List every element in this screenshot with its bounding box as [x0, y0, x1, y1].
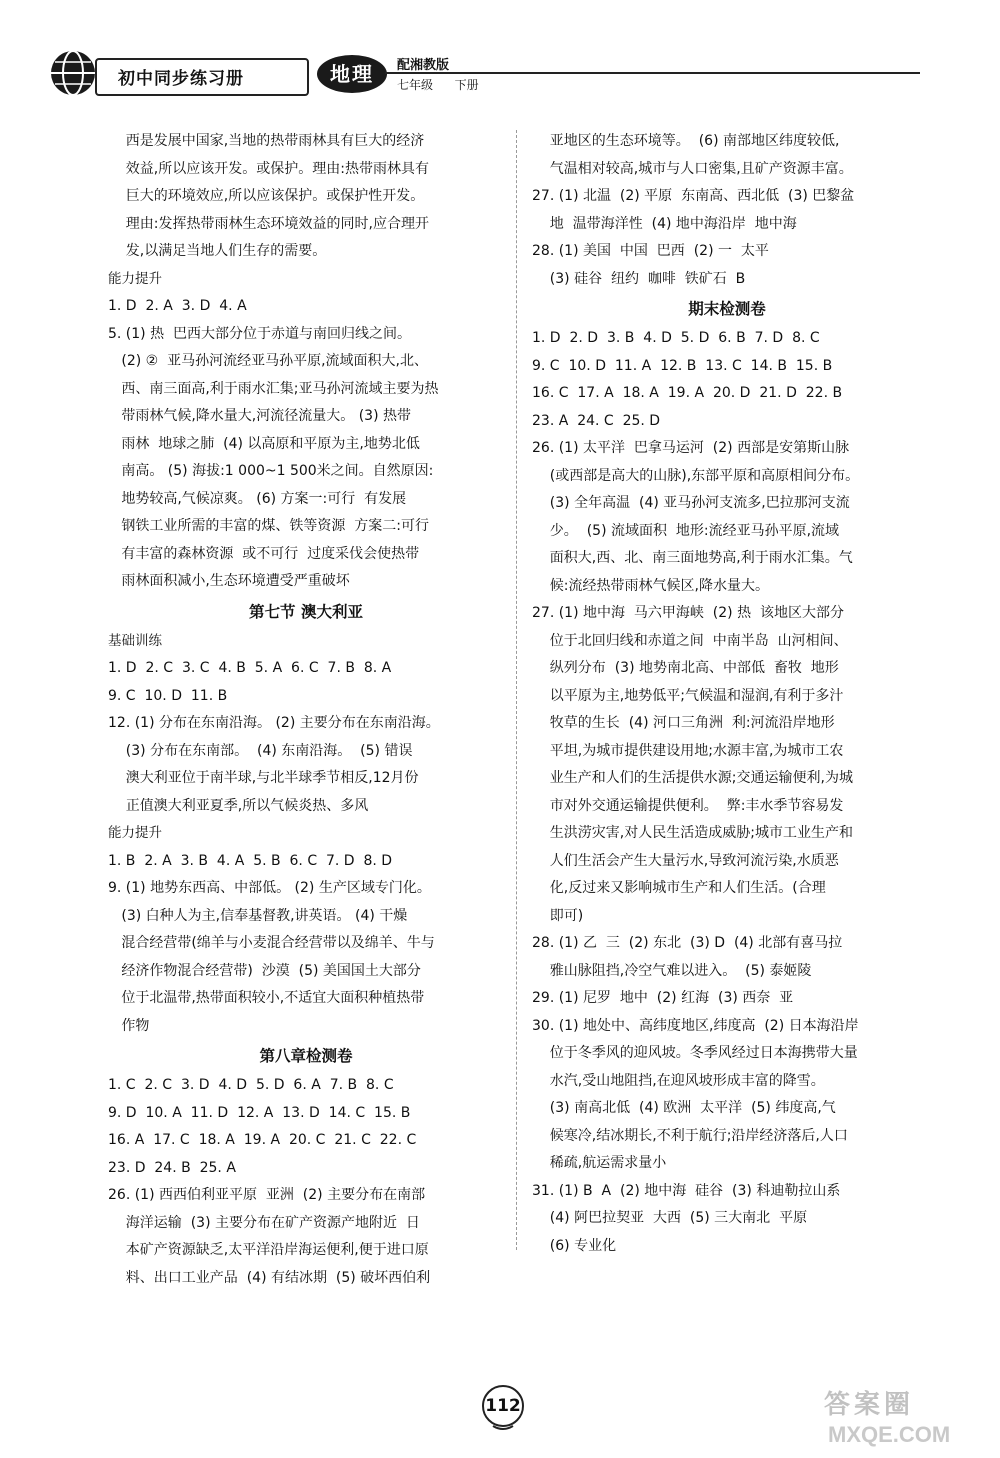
answer-line: 28. (1) 美国 中国 巴西 (2) 一 太平 — [532, 243, 769, 259]
answer-line: 化,反过来又影响城市生产和人们生活。(合理 — [532, 880, 826, 896]
grade-text: 七年级 — [397, 78, 434, 92]
answer-line: 1. B 2. A 3. B 4. A 5. B 6. C 7. D 8. D — [108, 852, 393, 869]
answer-line: 23. A 24. C 25. D — [532, 412, 661, 429]
answer-line: 26. (1) 西西伯利亚平原 亚洲 (2) 主要分布在南部 — [108, 1187, 426, 1203]
category-label: 能力提升 — [108, 825, 162, 841]
answer-line: 平坦,为城市提供建设用地;水源丰富,为城市工农 — [532, 742, 844, 759]
answer-line: 有丰富的森林资源 或不可行 过度采伐会使热带 — [108, 545, 420, 562]
answer-line: 位于北温带,热带面积较小,不适宜大面积种植热带 — [108, 990, 425, 1006]
answer-line: 气温相对较高,城市与人口密集,且矿产资源丰富。 — [532, 160, 853, 177]
answer-line: (4) 阿巴拉契亚 大西 (5) 三大南北 平原 — [532, 1210, 808, 1226]
answer-line: 市对外交通运输提供便利。 弊:丰水季节容易发 — [532, 797, 844, 814]
answer-line: 带雨林气候,降水量大,河流径流量大。 (3) 热带 — [108, 408, 411, 424]
answer-line: 1. C 2. C 3. D 4. D 5. D 6. A 7. B 8. C — [108, 1077, 394, 1093]
answer-line: 稀疏,航运需求量小 — [532, 1155, 667, 1171]
volume-text: 下册 — [454, 78, 479, 92]
answer-line: 混合经营带(绵羊与小麦混合经营带以及绵羊、牛与 — [108, 935, 435, 951]
answer-line: 效益,所以应该开发。或保护。理由:热带雨林具有 — [108, 160, 429, 177]
answer-line: 作物 — [108, 1017, 150, 1034]
answer-line: 9. C 10. D 11. A 12. B 13. C 14. B 15. B — [532, 357, 833, 374]
answer-line: 即可) — [532, 907, 584, 924]
answer-line: 地 温带海洋性 (4) 地中海沿岸 地中海 — [532, 215, 797, 232]
globe-logo-icon — [48, 48, 98, 98]
answer-line: 29. (1) 尼罗 地中 (2) 红海 (3) 西奈 亚 — [532, 990, 794, 1006]
answer-line: (2) ② 亚马孙河流经亚马孙平原,流域面积大,北、 — [108, 353, 428, 369]
watermark-logo-text: 答案圈 — [824, 1390, 915, 1420]
answer-line: 经济作物混合经营带) 沙漠 (5) 美国国土大部分 — [108, 962, 421, 979]
answer-line: (3) 南高北低 (4) 欧洲 太平洋 (5) 纬度高,气 — [532, 1100, 836, 1116]
watermark-url: MXQE.COM — [828, 1422, 951, 1447]
answer-line: 16. A 17. C 18. A 19. A 20. C 21. C 22. C — [108, 1132, 417, 1148]
page-number — [478, 1382, 528, 1432]
answer-line: 人们生活会产生大量污水,导致河流污染,水质恶 — [532, 852, 839, 869]
answer-line: 1. D 2. D 3. B 4. D 5. D 6. B 7. D 8. C — [532, 330, 820, 346]
answer-line: 正值澳大利亚夏季,所以气候炎热、多风 — [108, 797, 369, 814]
page-header — [40, 40, 920, 110]
answer-line: 西、南三面高,利于雨水汇集;亚马孙河流域主要为热 — [108, 380, 439, 397]
category-label: 基础训练 — [108, 632, 162, 649]
answer-line: 27. (1) 北温 (2) 平原 东南高、西北低 (3) 巴黎盆 — [532, 188, 855, 204]
answer-line: (或西部是高大的山脉),东部平原和高原相间分布。 — [532, 467, 860, 484]
section-heading: 第七节 澳大利亚 — [249, 602, 363, 621]
answer-line: 9. C 10. D 11. B — [108, 687, 228, 704]
answer-line: 5. (1) 热 巴西大部分位于赤道与南回归线之间。 — [108, 325, 411, 342]
answer-line: 业生产和人们的生活提供水源;交通运输便利,为城 — [532, 770, 853, 786]
answer-line: 澳大利亚位于南半球,与北半球季节相反,12月份 — [108, 770, 419, 786]
answer-line: 1. D 2. C 3. C 4. B 5. A 6. C 7. B 8. A — [108, 660, 392, 676]
subject-title: 地理 — [330, 62, 374, 86]
header-rule — [385, 72, 920, 74]
answer-line: 位于北回归线和赤道之间 中南半岛 山河相间、 — [532, 632, 848, 649]
answer-line: 水汽,受山地阻挡,在迎风坡形成丰富的降雪。 — [532, 1072, 825, 1089]
answer-line: 生洪涝灾害,对人民生活造成威胁;城市工业生产和 — [532, 825, 853, 841]
section-heading: 第八章检测卷 — [259, 1047, 353, 1065]
answer-line: 发,以满足当地人们生存的需要。 — [108, 243, 327, 259]
answer-line: 巨大的环境效应,所以应该保护。或保护性开发。 — [108, 188, 425, 204]
answer-line: 少。 (5) 流域面积 地形:流经亚马孙平原,流域 — [532, 522, 840, 539]
answer-line: 海洋运输 (3) 主要分布在矿产资源产地附近 日 — [108, 1214, 420, 1231]
answer-line: 本矿产资源缺乏,太平洋沿岸海运便利,便于进口原 — [108, 1242, 429, 1258]
answer-line: 候:流经热带雨林气候区,降水量大。 — [532, 577, 769, 594]
answer-line: 牧草的生长 (4) 河口三角洲 利:河流沿岸地形 — [532, 715, 835, 731]
answer-line: (3) 硅谷 纽约 咖啡 铁矿石 B — [532, 270, 746, 287]
series-title: 初中同步练习册 — [118, 69, 244, 89]
answer-line: 西是发展中国家,当地的热带雨林具有巨大的经济 — [108, 133, 425, 149]
answer-line: 9. D 10. A 11. D 12. A 13. D 14. C 15. B — [108, 1104, 411, 1121]
answer-line: 23. D 24. B 25. A — [108, 1159, 236, 1176]
edition-label: 配湘教版 — [397, 58, 450, 73]
answer-line: 9. (1) 地势东西高、中部低。 (2) 生产区域专门化。 — [108, 880, 431, 896]
category-label: 能力提升 — [108, 270, 162, 287]
answer-line: 纵列分布 (3) 地势南北高、中部低 畜牧 地形 — [532, 660, 839, 676]
answer-line: 南高。 (5) 海拔:1 000~1 500米之间。自然原因: — [108, 463, 434, 479]
section-heading: 期末检测卷 — [688, 300, 766, 318]
answer-line: 雨林面积减小,生态环境遭受严重破坏 — [108, 573, 350, 589]
answer-line: 26. (1) 太平洋 巴拿马运河 (2) 西部是安第斯山脉 — [532, 440, 850, 456]
page-number-text: 112 — [485, 1396, 521, 1416]
answer-line: 地势较高,气候凉爽。 (6) 方案一:可行 有发展 — [108, 490, 407, 507]
answer-line: 30. (1) 地处中、高纬度地区,纬度高 (2) 日本海沿岸 — [532, 1017, 859, 1034]
answer-line: 27. (1) 地中海 马六甲海峡 (2) 热 该地区大部分 — [532, 605, 844, 621]
answer-line: 理由:发挥热带雨林生态环境效益的同时,应合理开 — [108, 215, 429, 232]
answer-line: 位于冬季风的迎风坡。冬季风经过日本海携带大量 — [532, 1045, 858, 1061]
watermark — [818, 1382, 986, 1452]
answer-line: 亚地区的生态环境等。 (6) 南部地区纬度较低, — [532, 133, 840, 149]
answer-line: 钢铁工业所需的丰富的煤、铁等资源 方案二:可行 — [108, 518, 429, 534]
answer-line: 28. (1) 乙 三 (2) 东北 (3) D (4) 北部有喜马拉 — [532, 935, 843, 951]
answer-line: 候寒冷,结冰期长,不利于航行;沿岸经济落后,人口 — [532, 1127, 848, 1144]
answer-line: 以平原为主,地势低平;气候温和湿润,有利于多汁 — [532, 687, 844, 704]
answer-line: 12. (1) 分布在东南沿海。 (2) 主要分布在东南沿海。 — [108, 715, 440, 731]
answer-column-right — [532, 128, 922, 1260]
answer-line: 雅山脉阻挡,冷空气难以进入。 (5) 泰姬陵 — [532, 962, 812, 979]
answer-line: 料、出口工业产品 (4) 有结冰期 (5) 破坏西伯利 — [108, 1269, 431, 1286]
answer-line: (3) 白种人为主,信奉基督教,讲英语。 (4) 干燥 — [108, 907, 408, 924]
answer-line: (3) 全年高温 (4) 亚马孙河支流多,巴拉那河支流 — [532, 495, 850, 511]
answer-line: (3) 分布在东南部。 (4) 东南沿海。 (5) 错误 — [108, 742, 413, 759]
answer-line: (6) 专业化 — [532, 1237, 617, 1254]
answer-column-left — [108, 128, 504, 1292]
answer-line: 31. (1) B A (2) 地中海 硅谷 (3) 科迪勒拉山系 — [532, 1182, 841, 1199]
answer-line: 16. C 17. A 18. A 19. A 20. D 21. D 22. B — [532, 385, 843, 401]
grade-label — [397, 76, 479, 93]
answer-line: 1. D 2. A 3. D 4. A — [108, 298, 247, 314]
answer-line: 面积大,西、北、南三面地势高,利于雨水汇集。气 — [532, 550, 853, 566]
column-divider — [516, 130, 517, 1250]
answer-line: 雨林 地球之肺 (4) 以高原和平原为主,地势北低 — [108, 435, 420, 452]
